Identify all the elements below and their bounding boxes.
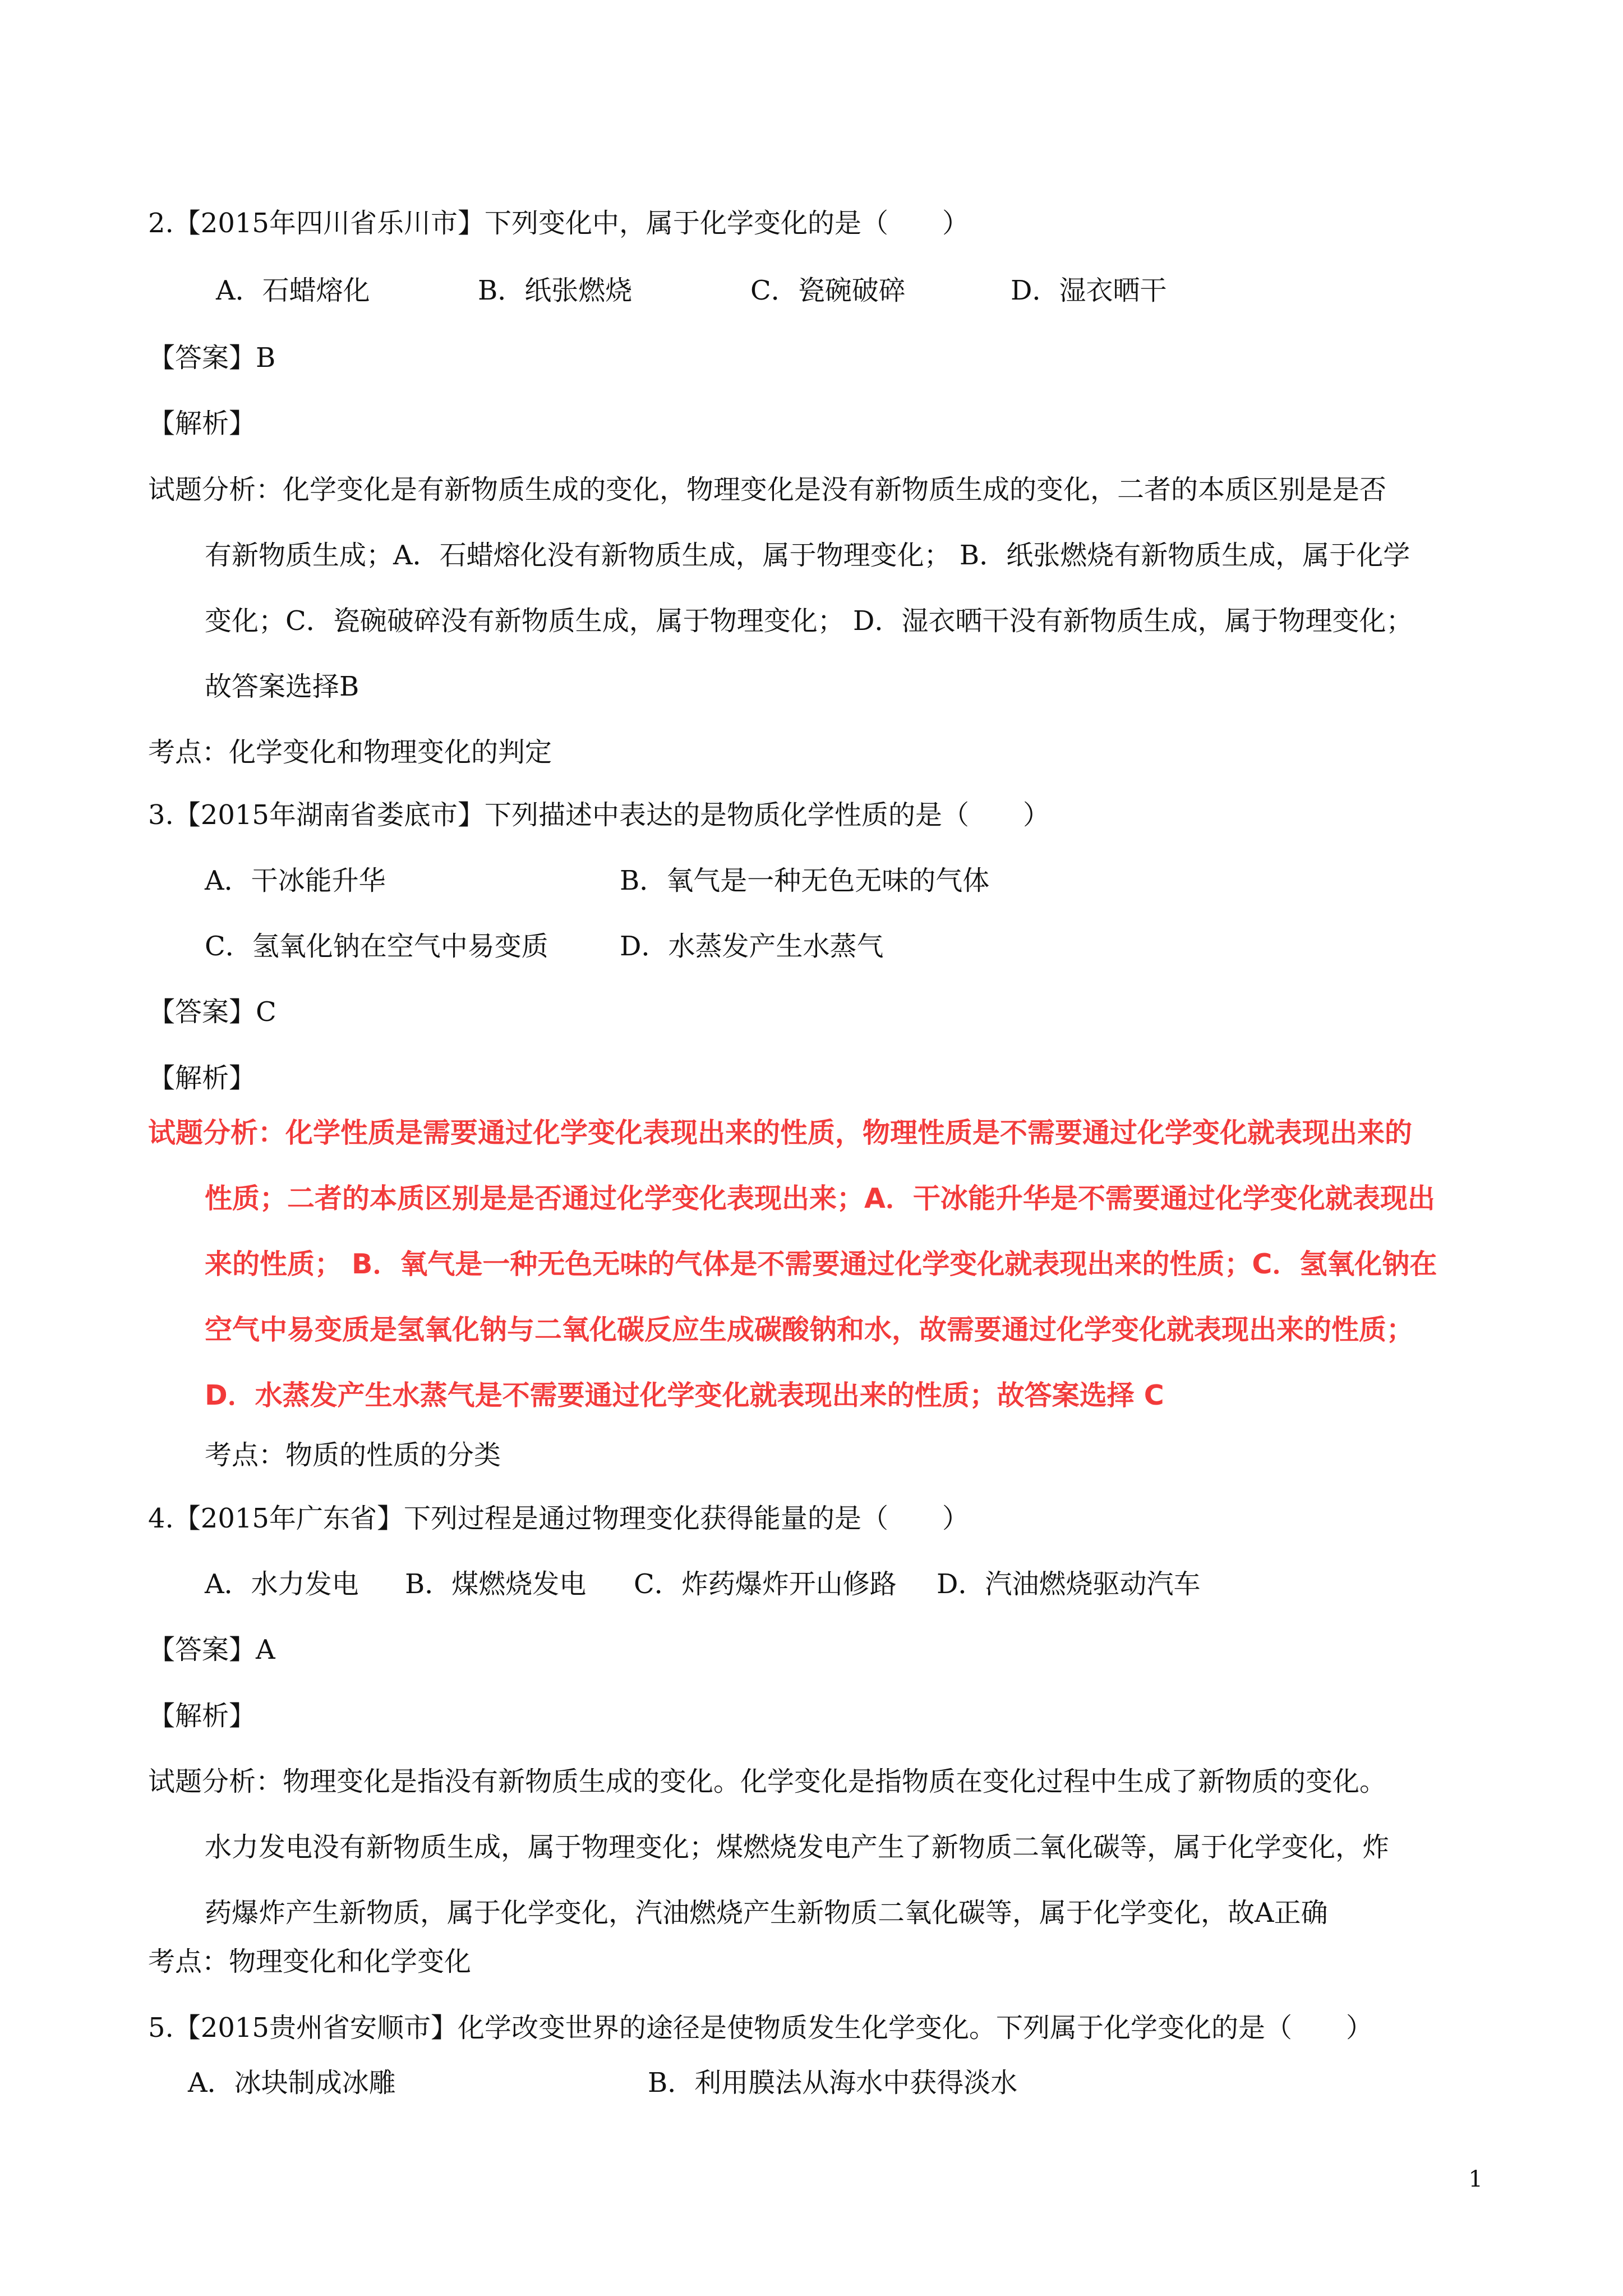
q3-analysis-label: 【解析】 (148, 1062, 256, 1094)
q3-analysis-line: D．水蒸发产生水蒸气是不需要通过化学变化就表现出来的性质；故答案选择 C (205, 1379, 1164, 1411)
q3-option-b: B．氧气是一种无色无味的气体 (620, 865, 990, 896)
q3-option-a: A．干冰能升华 (205, 865, 386, 896)
q4-analysis-line: 药爆炸产生新物质，属于化学变化，汽油燃烧产生新物质二氧化碳等，属于化学变化，故A正确 (205, 1897, 1328, 1929)
q3-option-c: C．氢氧化钠在空气中易变质 (205, 931, 548, 962)
q3-analysis-line: 来的性质； B．氧气是一种无色无味的气体是不需要通过化学变化就表现出来的性质；C．氢氧化钠在 (205, 1248, 1437, 1280)
q2-analysis-label: 【解析】 (148, 408, 256, 439)
q4-kaodian: 考点：物理变化和化学变化 (148, 1946, 472, 1977)
q4-answer: 【答案】A (148, 1634, 275, 1665)
q4-option-a: A．水力发电 (205, 1568, 359, 1600)
q5-option-b: B．利用膜法从海水中获得淡水 (648, 2067, 1018, 2099)
q2-analysis-line: 变化；C．瓷碗破碎没有新物质生成，属于物理变化； D．湿衣晒干没有新物质生成，属于物理变化； (205, 605, 1413, 637)
q3-analysis-line: 空气中易变质是氢氧化钠与二氧化碳反应生成碳酸钠和水，故需要通过化学变化就表现出来的性质； (205, 1314, 1414, 1346)
q2-analysis-line: 试题分析：化学变化是有新物质生成的变化，物理变化是没有新物质生成的变化，二者的本质区别是是否 (148, 474, 1387, 505)
q2-stem: 2.【2015年四川省乐川市】下列变化中，属于化学变化的是（ ） (148, 208, 969, 239)
q4-option-d: D．汽油燃烧驱动汽车 (937, 1568, 1201, 1600)
q2-analysis-line: 故答案选择B (205, 671, 359, 702)
q3-answer: 【答案】C (148, 996, 276, 1028)
q2-option-c: C．瓷碗破碎 (750, 275, 906, 306)
q5-stem: 5.【2015贵州省安顺市】化学改变世界的途径是使物质发生化学变化。下列属于化学变化的是（ ） (148, 2012, 1373, 2044)
q2-answer: 【答案】B (148, 342, 276, 374)
q4-analysis-line: 试题分析：物理变化是指没有新物质生成的变化。化学变化是指物质在变化过程中生成了新物质的变化。 (148, 1766, 1387, 1797)
q2-kaodian: 考点：化学变化和物理变化的判定 (148, 737, 552, 768)
q4-analysis-label: 【解析】 (148, 1700, 256, 1732)
q2-option-b: B．纸张燃烧 (478, 275, 633, 306)
q2-option-d: D．湿衣晒干 (1011, 275, 1167, 306)
q3-stem: 3.【2015年湖南省娄底市】下列描述中表达的是物质化学性质的是（ ） (148, 799, 1050, 831)
q2-analysis-line: 有新物质生成；A．石蜡熔化没有新物质生成，属于物理变化； B．纸张燃烧有新物质生成，属于化学 (205, 540, 1410, 571)
q4-analysis-line: 水力发电没有新物质生成，属于物理变化；煤燃烧发电产生了新物质二氧化碳等，属于化学变化，炸 (205, 1832, 1390, 1863)
q3-analysis-line: 试题分析：化学性质是需要通过化学变化表现出来的性质，物理性质是不需要通过化学变化就表现出来的 (148, 1117, 1413, 1149)
q3-kaodian: 考点：物质的性质的分类 (205, 1439, 501, 1471)
q4-option-b: B．煤燃烧发电 (405, 1568, 587, 1600)
q4-stem: 4.【2015年广东省】下列过程是通过物理变化获得能量的是（ ） (148, 1503, 969, 1534)
q4-option-c: C．炸药爆炸开山修路 (634, 1568, 897, 1600)
q2-option-a: A．石蜡熔化 (216, 275, 370, 306)
page-number: 1 (1468, 2166, 1483, 2192)
q5-option-a: A．冰块制成冰雕 (188, 2067, 396, 2099)
q3-option-d: D．水蒸发产生水蒸气 (620, 931, 884, 962)
q3-analysis-line: 性质；二者的本质区别是是否通过化学变化表现出来；A．干冰能升华是不需要通过化学变化就表现出 (205, 1182, 1435, 1214)
